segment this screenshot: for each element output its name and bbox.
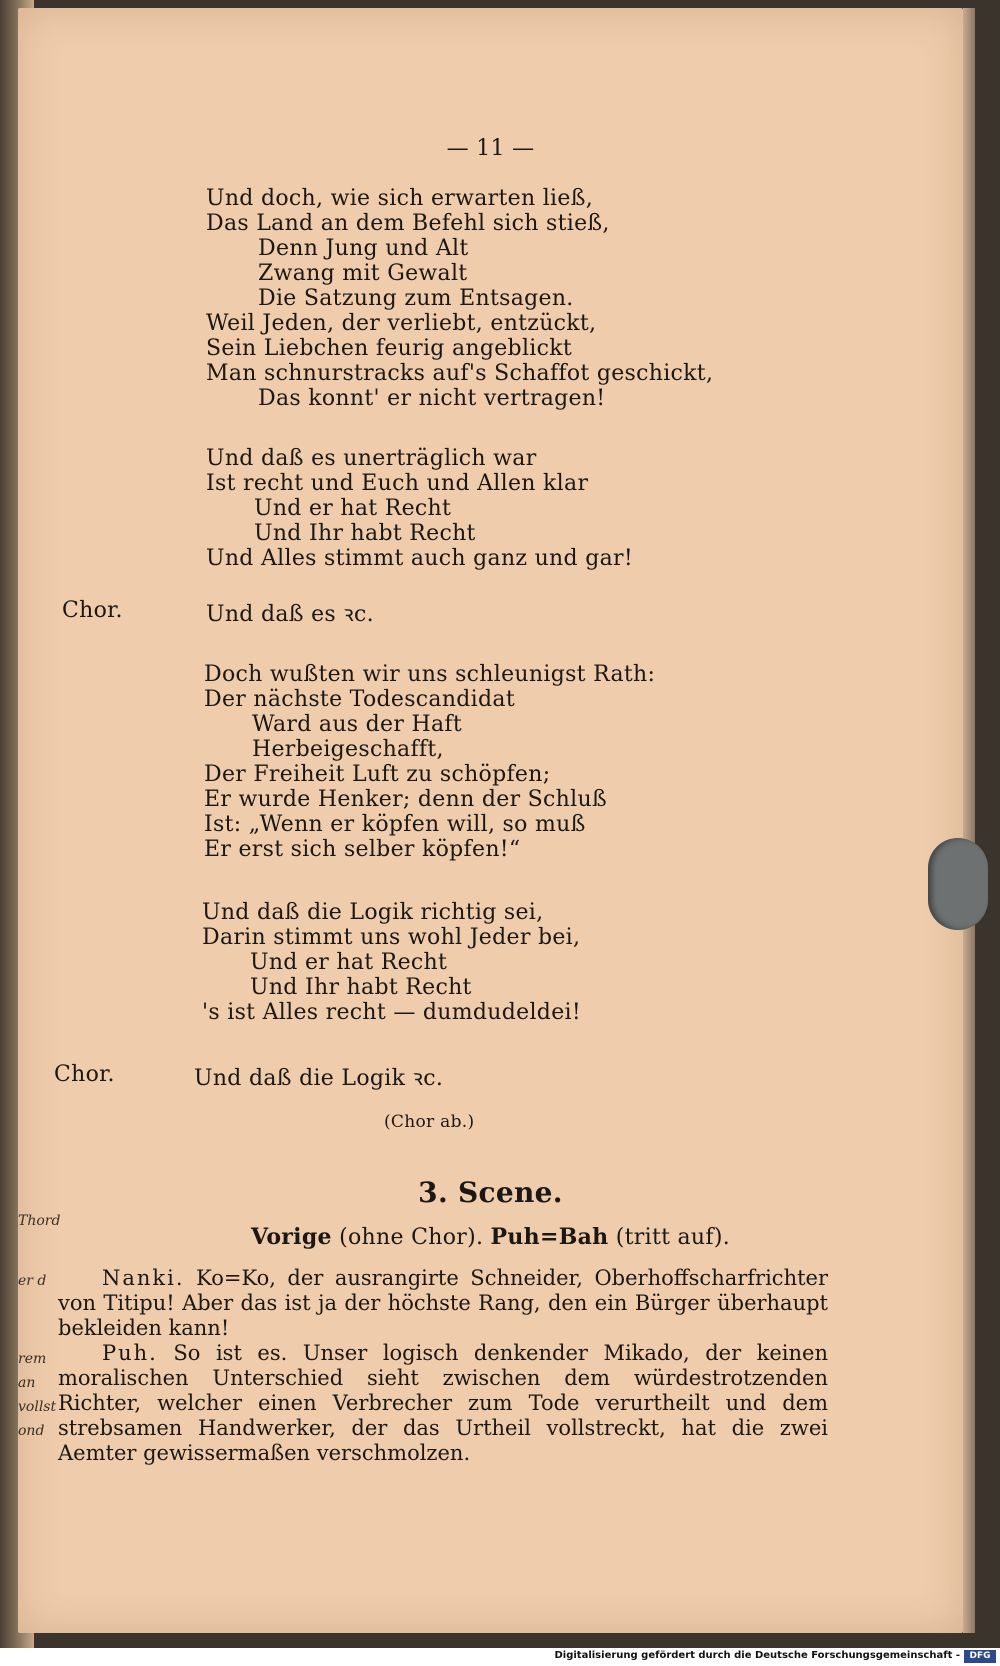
margin-note: rem xyxy=(18,1351,47,1367)
dialogue-block xyxy=(58,1266,828,1466)
verse-line: Darin stimmt uns wohl Jeder bei, xyxy=(202,925,581,950)
scene-characters: Vorige xyxy=(250,1224,332,1250)
chor-line: Und daß es ꝛc. xyxy=(206,602,374,627)
dialogue-speaker: Nanki. xyxy=(102,1266,185,1290)
verse-line: Er erst sich selber köpfen!“ xyxy=(204,837,521,862)
verse-line: Ist: „Wenn er köpfen will, so muß xyxy=(204,812,586,837)
margin-note: er d xyxy=(18,1273,47,1289)
verse-line: Der nächste Todescandidat xyxy=(204,687,515,712)
scene-subtitle xyxy=(18,1224,963,1250)
dialogue-paragraph xyxy=(58,1266,828,1341)
page-clip xyxy=(928,838,988,930)
verse-line: Die Satzung zum Entsagen. xyxy=(258,286,574,311)
scene-entering-character: Puh=Bah xyxy=(490,1224,609,1250)
scene-title: 3. Scene. xyxy=(418,1176,563,1209)
scene-note: (ohne Chor). xyxy=(339,1225,484,1250)
chor-line: Und daß die Logik ꝛc. xyxy=(194,1066,444,1091)
verse-line: Zwang mit Gewalt xyxy=(258,261,468,286)
speaker-chor: Chor. xyxy=(54,1062,115,1087)
margin-note: an xyxy=(18,1375,36,1391)
verse-line: Und er hat Recht xyxy=(254,496,452,521)
verse-line: Doch wußten wir uns schleunigst Rath: xyxy=(204,662,656,687)
dialogue-paragraph xyxy=(58,1341,828,1466)
verse-line: Der Freiheit Luft zu schöpfen; xyxy=(204,762,551,787)
verse-line: Ward aus der Haft xyxy=(252,712,462,737)
page-number: — 11 — xyxy=(446,136,535,161)
margin-note: ond xyxy=(18,1423,45,1439)
verse-line: Das konnt' er nicht vertragen! xyxy=(258,386,606,411)
dfg-logo: DFG xyxy=(964,1650,996,1663)
verse-line: 's ist Alles recht — dumdudeldei! xyxy=(202,1000,581,1025)
page-edge xyxy=(963,8,975,1633)
verse-line: Und Ihr habt Recht xyxy=(250,975,472,1000)
verse-line: Und er hat Recht xyxy=(250,950,448,975)
footer-credit: Digitalisierung gefördert durch die Deutsche Forschungsgemeinschaft - xyxy=(554,1650,960,1661)
dialogue-text: So ist es. Unser logisch denkender Mikado, der keinen moralischen Unterschied sieht zwischen dem würdestrotzenden Richter, welcher einen Verbrecher zum Tode verurtheilt und dem strebsamen Handwerker, der das Urtheil vollstreckt, hat die zwei Aemter gewissermaßen verschmolzen. xyxy=(58,1341,828,1465)
margin-note: vollst xyxy=(18,1399,57,1415)
verse-line: Er wurde Henker; denn der Schluß xyxy=(204,787,607,812)
dialogue-speaker: Puh. xyxy=(102,1341,158,1365)
verse-line: Ist recht und Euch und Allen klar xyxy=(206,471,589,496)
verse-line: Und doch, wie sich erwarten ließ, xyxy=(206,186,593,211)
verse-line: Und Alles stimmt auch ganz und gar! xyxy=(206,546,633,571)
stage-direction: (Chor ab.) xyxy=(384,1112,475,1132)
verse-line: Und daß die Logik richtig sei, xyxy=(202,900,544,925)
book-page xyxy=(18,8,963,1633)
dialogue-text: Ko=Ko, der ausrangirte Schneider, Oberhoffscharfrichter von Titipu! Aber das ist ja der höchste Rang, den ein Bürger überhaupt bekleiden kann! xyxy=(58,1266,828,1340)
scene-entrance-note: (tritt auf). xyxy=(615,1225,731,1250)
verse-line: Und daß es unerträglich war xyxy=(206,446,537,471)
verse-line: Sein Liebchen feurig angeblickt xyxy=(206,336,573,361)
speaker-chor: Chor. xyxy=(62,598,123,623)
verse-line: Das Land an dem Befehl sich stieß, xyxy=(206,211,610,236)
verse-line: Man schnurstracks auf's Schaffot geschickt, xyxy=(206,361,714,386)
verse-line: Herbeigeschafft, xyxy=(252,737,444,762)
verse-line: Und Ihr habt Recht xyxy=(254,521,476,546)
margin-note: Thord xyxy=(18,1213,61,1229)
verse-line: Denn Jung und Alt xyxy=(258,236,469,261)
verse-line: Weil Jeden, der verliebt, entzückt, xyxy=(206,311,597,336)
